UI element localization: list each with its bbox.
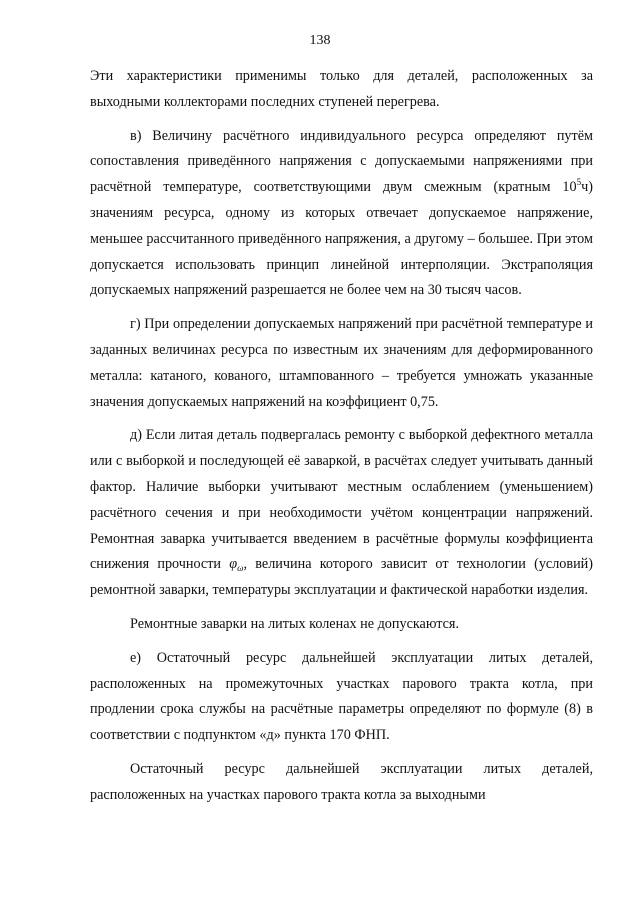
paragraph-d-repair xyxy=(90,423,593,604)
phi-symbol: φ xyxy=(229,556,238,573)
paragraph-residual-continued: Остаточный ресурс дальнейшей эксплуатации литых деталей, расположенных на участках парового тракта котла за выходными xyxy=(90,760,593,803)
strength-reduction-symbol xyxy=(229,556,243,572)
paragraph-d-text-end: , величина которого зависит от технологии (условий) ремонтной заварки, температуры эксплуатации и фактической наработки изделия. xyxy=(90,556,593,599)
exponent-superscript: 5 xyxy=(576,177,582,188)
paragraph-g-stresses: г) При определении допускаемых напряжений при расчётной температуре и заданных величинах ресурса по известным их значениям для деформированного металла: катаного, кованого, штампованного – требуется умножать указанные значения допускаемых напряжений на коэффициент 0,75. xyxy=(90,316,593,410)
document-body xyxy=(90,64,593,809)
omega-subscript: ω xyxy=(237,563,244,574)
paragraph-v-text-end: ч) значениям ресурса, одному из которых отвечает допускаемое напряжение, меньшее рассчитанного приведённого напряжения, а другому – большее. При этом допускается использовать принцип линейной интерполяции. Экстраполяция допускаемых напряжений разрешается не более чем на 30 тысяч часов. xyxy=(90,179,593,299)
page-number: 138 xyxy=(309,33,331,48)
paragraph-intro: Эти характеристики применимы только для деталей, расположенных за выходными коллекторами последних ступеней перегрева. xyxy=(90,68,593,110)
paragraph-d-text-start: д) Если литая деталь подвергалась ремонту с выборкой дефектного металла или с выборкой и последующей её заваркой, в расчётах следует учитывать данный фактор. Наличие выборки учитывают местным ослаблением (уменьшением) расчётного сечения и при необходимости учётом концентрации напряжений. Ремонтная заварка учитывается введением в расчётные формулы коэффициента снижения прочности xyxy=(90,427,593,573)
paragraph-e-residual: е) Остаточный ресурс дальнейшей эксплуатации литых деталей, расположенных на промежуточных участках парового тракта котла, при продлении срока службы на расчётные параметры определяют по формуле (8) в соответствии с подпунктом «д» пункта 170 ФНП. xyxy=(90,649,593,744)
paragraph-repair-welds: Ремонтные заварки на литых коленах не допускаются. xyxy=(130,615,459,632)
paragraph-v-text-start: в) Величину расчётного индивидуального ресурса определяют путём сопоставления приведённого напряжения с допускаемыми напряжениями при расчётной температуре, соответствующими двум смежным (кратным 10 xyxy=(90,127,593,196)
paragraph-v-resource xyxy=(90,124,593,305)
